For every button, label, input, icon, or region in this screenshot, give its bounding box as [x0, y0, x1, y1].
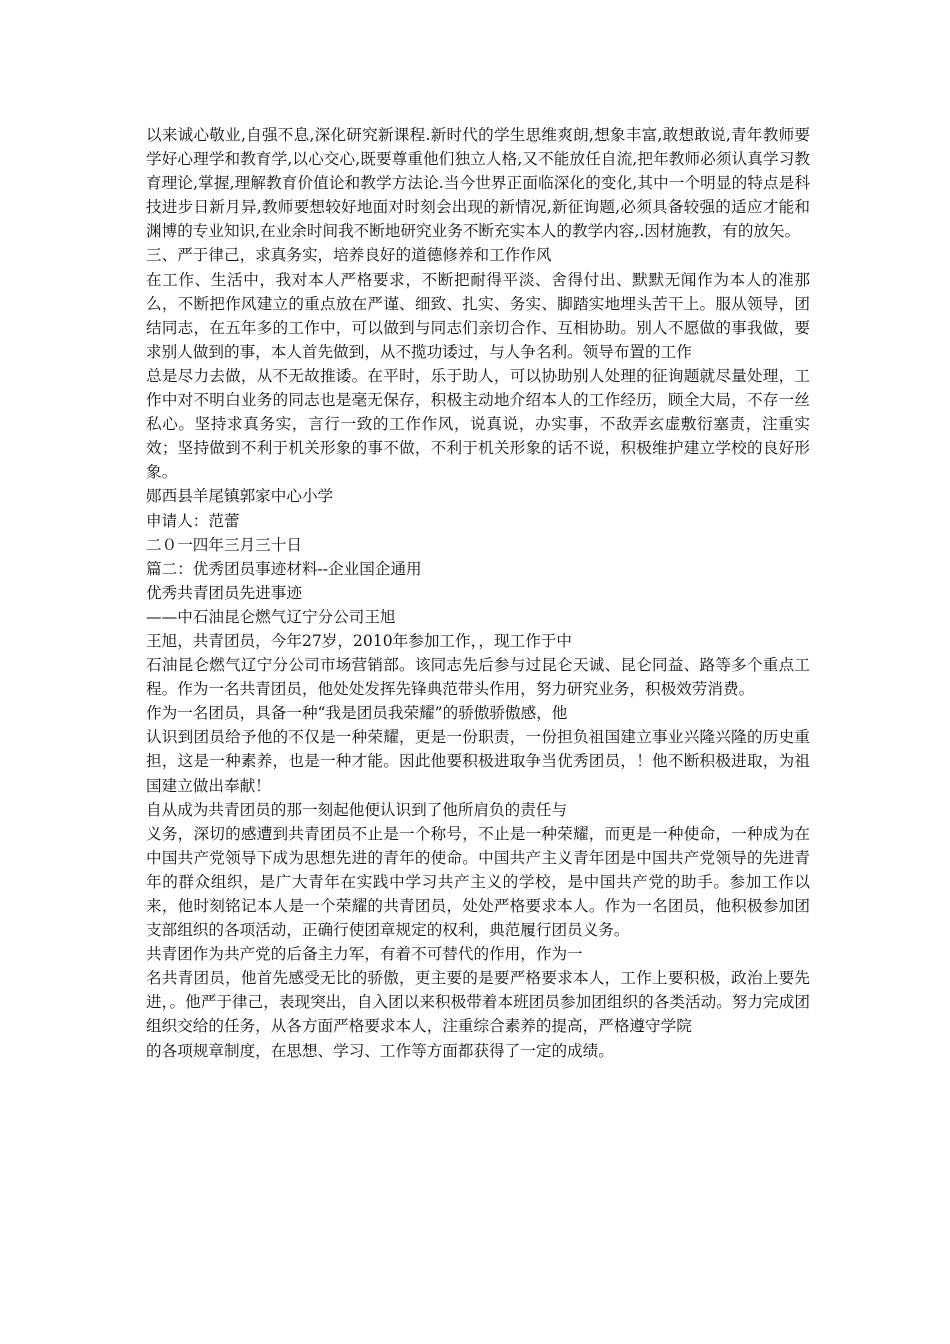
paragraph-work-style: 在工作、生活中，我对本人严格要求，不断把耐得平淡、舍得付出、默默无闻作为本人的准那么，不断把作风建立的重点放在严谨、细致、扎实、务实、脚踏实地埋头苦干上。服从领导，团结同志，在五年多的工作中，可以做到与同志们亲切合作、互相协助。别人不愿做的事我做，要求别人做到的事，本人首先做到，从不揽功诿过，与人争名利。领导布置的工作 — [146, 270, 810, 361]
paragraph-reserve-force: 共青团作为共产党的后备主力军，有着不可替代的作用，作为一 — [146, 945, 583, 964]
paragraph-dedication: 以来诚心敬业,自强不息,深化研究新课程.新时代的学生思维爽朗,想象丰富,敢想敢说,青年教师要学好心理学和教育学,以心交心,既要尊重他们独立人格,又不能放任自流,把年教师必须认真学习教育理论,掌握,理解教育价值论和教学方法论.当今世界正面临深化的变化,其中一个明显的特点是科技进步日新月异,教师要想较好地面对时刻会出现的新情况,新征询题,必须具备较强的适应才能和渊博的专业知识,在业余时间我不断地研究业务不断充实本人的教学内容,.因材施教，有的放矢。 — [146, 126, 810, 241]
paragraph-intro: 王旭，共青团员，今年27岁，2010年参加工作，，现工作于中 — [146, 631, 572, 650]
paragraph-duty-intro: 自从成为共青团员的那一刻起他便认识到了他所肩负的责任与 — [146, 800, 568, 819]
paragraph-pride: 作为一名团员，具备一种“我是团员我荣耀”的骄傲骄傲感，他 — [146, 704, 568, 723]
school-name: 郧西县羊尾镇郭家中心小学 — [146, 487, 334, 506]
paragraph-responsibility: 认识到团员给予他的不仅是一种荣耀，更是一份职责，一份担负祖国建立事业兴隆兴隆的历史重担，这是一种素养，也是一种才能。因此他要积极进取争当优秀团员，！他不断积极进取，为祖国建立做出奉献！ — [146, 728, 810, 795]
article-byline: ——中石油昆仑燃气辽宁分公司王旭 — [146, 607, 396, 626]
applicant-name: 申请人：范蕾 — [146, 511, 240, 530]
paragraph-self-discipline: 名共青团员，他首先感受无比的骄傲，更主要的是要严格要求本人，工作上要积极，政治上要先进，。他严于律己，表现突出，自入团以来积极带着本班团员参加团组织的各类活动。努力完成团组织交给的任务，从各方面严格要求本人，注重综合素养的提高，严格遵守学院 — [146, 969, 810, 1036]
paragraph-helpfulness: 总是尽力去做，从不无故推诿。在平时，乐于助人，可以协助别人处理的征询题就尽量处理，工作中对不明白业务的同志也是毫无保存，积极主动地介绍本人的工作经历，顾全大局，不存一丝私心。坚持求真务实，言行一致的工作作风，说真说，办实事，不敌弄玄虚敷衍塞责，注重实效；坚持做到不利于机关形象的事不做，不利于机关形象的话不说，积极维护建立学校的良好形象。 — [146, 366, 810, 482]
paragraph-projects: 石油昆仑燃气辽宁分公司市场营销部。该同志先后参与过昆仑天诚、昆仑同益、路等多个重点工程。作为一名共青团员，他处处发挥先锋典范带头作用，努力研究业务，积极效劳消费。 — [146, 656, 810, 699]
paragraph-achievements: 的各项规章制度，在思想、学习、工作等方面都获得了一定的成绩。 — [146, 1041, 614, 1060]
section-heading-discipline: 三、严于律己，求真务实，培养良好的道德修养和工作作风 — [146, 246, 552, 265]
part-two-heading: 篇二：优秀团员事迹材料--企业国企通用 — [146, 559, 422, 578]
paragraph-mission: 义务，深切的感遭到共青团员不止是一个称号，不止是一种荣耀，而更是一种使命，一种成为在中国共产党领导下成为思想先进的青年的使命。中国共产主义青年团是中国共产党领导的先进青年的群众组织，是广大青年在实践中学习共产主义的学校，是中国共产党的助手。参加工作以来，他时刻铭记本人是一个荣耀的共青团员，处处严格要求本人。作为一名团员，他积极参加团支部组织的各项活动，正确行使团章规定的权利，典范履行团员义务。 — [146, 824, 810, 940]
article-title: 优秀共青团员先进事迹 — [146, 583, 302, 602]
document-date: 二０一四年三月三十日 — [146, 535, 302, 554]
document-body — [146, 123, 810, 1063]
